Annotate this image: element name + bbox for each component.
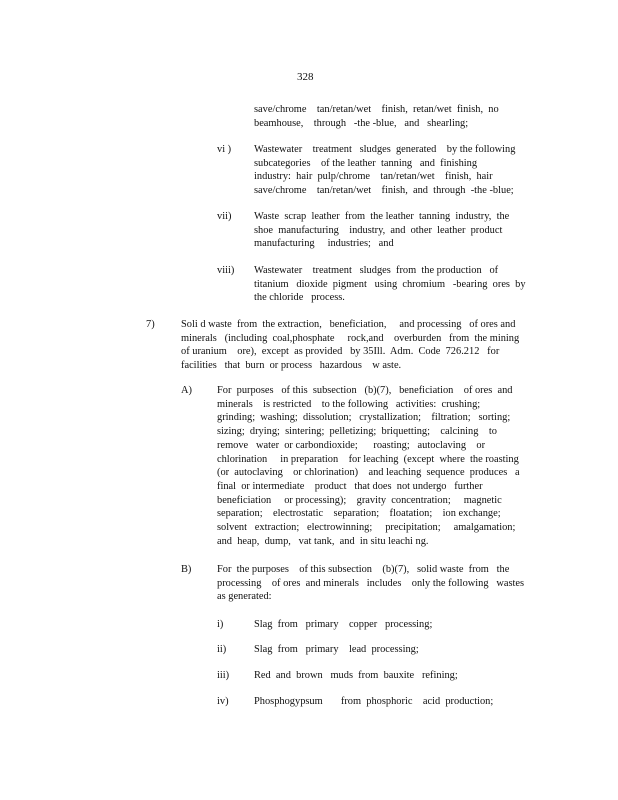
page-number: 328	[297, 71, 314, 83]
text-line: chlorination in preparation for leaching (except where the roasting	[217, 453, 519, 465]
text-line: beneficiation or processing); gravity concentration; magnetic	[217, 494, 502, 506]
text-line: save/chrome tan/retan/wet finish, and through -the -blue;	[254, 185, 514, 197]
item-text-B-i: Slag from primary copper processing;	[254, 619, 433, 630]
item-label-B-i: i)	[217, 619, 224, 630]
item-label-vii: vii)	[217, 211, 232, 222]
text-line: save/chrome tan/retan/wet finish, retan/wet finish, no	[254, 104, 499, 115]
item-text-vi	[254, 143, 524, 198]
item-label-vi: vi )	[217, 144, 232, 155]
item-text-B-ii: Slag from primary lead processing;	[254, 644, 419, 655]
item-text-B	[217, 563, 537, 604]
item-text-B-iv: Phosphogypsum from phosphoric acid production;	[254, 696, 494, 707]
text-line: remove water or carbondioxide; roasting; autoclaving or	[217, 439, 486, 451]
text-line: final or intermediate product that does not undergo further	[217, 480, 483, 492]
text-line: Wastewater treatment sludges from the production of	[254, 265, 499, 276]
item-text-A	[217, 384, 537, 548]
text-line: as generated:	[217, 591, 272, 603]
text-line: For purposes of this subsection (b)(7), beneficiation of ores and	[217, 385, 513, 396]
text-line: sizing; drying; sintering; pelletizing; briquetting; calcining to	[217, 426, 497, 438]
text-line: facilities that burn or process hazardous w aste.	[181, 360, 402, 372]
text-line: the chloride process.	[254, 292, 345, 304]
text-line: industry: hair pulp/chrome tan/retan/wet finish, hair	[254, 171, 493, 183]
text-line: For the purposes of this subsection (b)(7), solid waste from the	[217, 564, 510, 575]
text-line: titanium dioxide pigment using chromium -bearing ores by	[254, 278, 526, 290]
text-line: Waste scrap leather from the leather tanning industry, the	[254, 211, 510, 222]
text-line: (or autoclaving or chlorination) and leaching sequence produces a	[217, 467, 520, 479]
item-text-7	[181, 318, 537, 373]
item-label-B-iii: iii)	[217, 670, 230, 681]
item-text-B-iii: Red and brown muds from bauxite refining;	[254, 670, 458, 681]
text-line: separation; electrostatic separation; floatation; ion exchange;	[217, 508, 501, 520]
item-text-vii	[254, 210, 530, 251]
text-line: manufacturing industries; and	[254, 238, 394, 250]
text-line: grinding; washing; dissolution; crystallization; filtration; sorting;	[217, 412, 511, 424]
text-line: of uranium ore), except as provided by 35Ill. Adm. Code 726.212 for	[181, 346, 500, 358]
text-line: Soli d waste from the extraction, beneficiation, and processing of ores and	[181, 319, 516, 330]
text-line: shoe manufacturing industry, and other leather product	[254, 224, 503, 236]
item-text-viii	[254, 264, 536, 305]
text-line: subcategories of the leather tanning and finishing	[254, 157, 478, 169]
text-line: beamhouse, through -the -blue, and shearling;	[254, 117, 469, 129]
item-label-A: A)	[181, 385, 192, 396]
item-label-B-iv: iv)	[217, 696, 229, 707]
item-label-B-ii: ii)	[217, 644, 227, 655]
text-line: solvent extraction; electrowinning; precipitation; amalgamation;	[217, 522, 516, 534]
text-line: minerals is restricted to the following activities: crushing;	[217, 398, 481, 410]
item-label-viii: viii)	[217, 265, 235, 276]
text-line: and heap, dump, vat tank, and in situ leachi ng.	[217, 535, 429, 547]
text-line: minerals (including coal,phosphate rock,and overburden from the mining	[181, 332, 520, 344]
item-label-7: 7)	[146, 319, 155, 330]
text-line: Wastewater treatment sludges generated by the following	[254, 144, 516, 155]
item-label-B: B)	[181, 564, 192, 575]
continuation-text	[254, 103, 516, 130]
text-line: processing of ores and minerals includes only the following wastes	[217, 577, 525, 589]
